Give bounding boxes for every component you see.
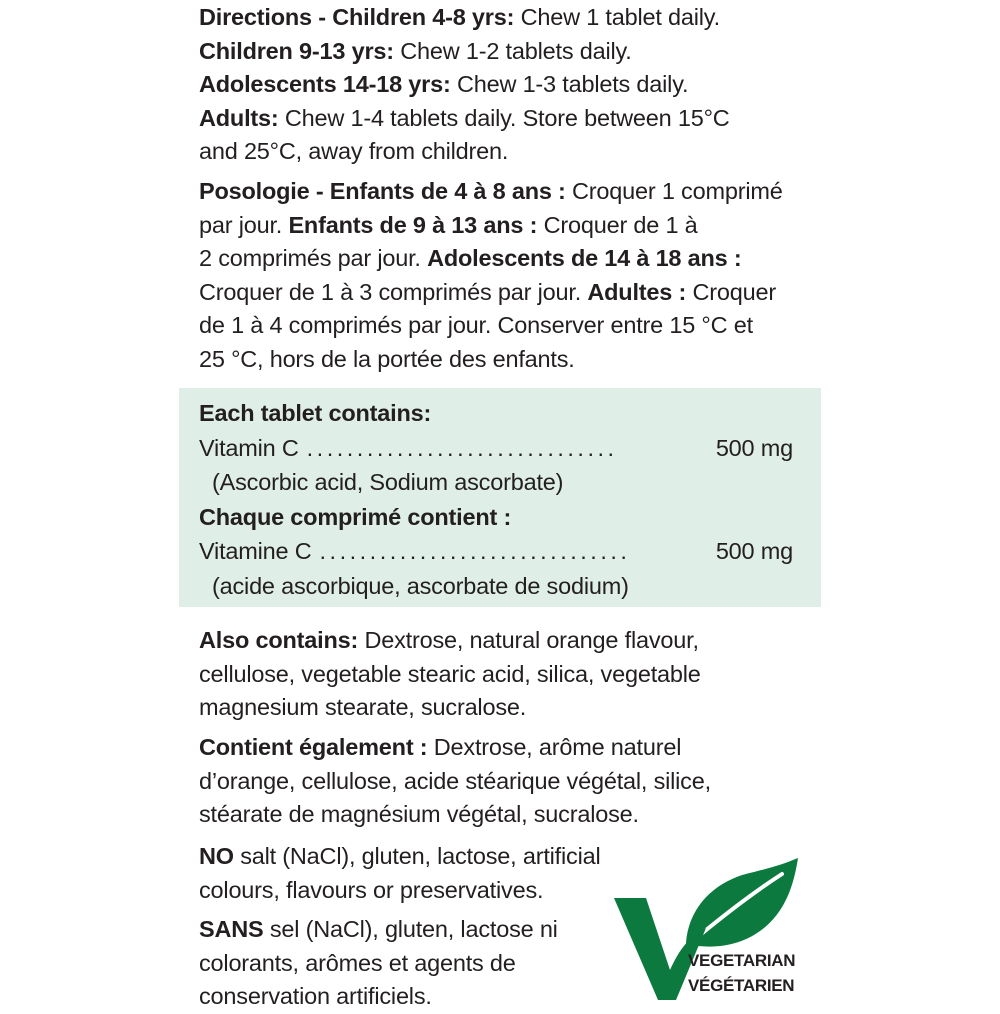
directions-line: and 25°C, away from children. bbox=[199, 138, 509, 164]
posologie-line: 2 comprimés par jour. Adolescents de 14 à 18 ans : bbox=[199, 245, 742, 271]
posologie-line: de 1 à 4 comprimés par jour. Conserver entre 15 °C et bbox=[199, 312, 753, 338]
free-from-line: NO salt (NaCl), gluten, lactose, artificial bbox=[199, 843, 601, 869]
also-line: cellulose, vegetable stearic acid, silica, vegetable bbox=[199, 660, 701, 687]
directions-line: Directions - Children 4-8 yrs: Chew 1 tablet daily. bbox=[199, 4, 720, 30]
ingredient-sub-fr: (acide ascorbique, ascorbate de sodium) bbox=[212, 572, 629, 599]
ingredient-sub-en: (Ascorbic acid, Sodium ascorbate) bbox=[212, 469, 564, 495]
free-from-line: conservation artificiels. bbox=[199, 983, 432, 1009]
posologie-line: par jour. Enfants de 9 à 13 ans : Croquer de 1 à bbox=[199, 211, 698, 238]
free-from-line: colorants, arômes et agents de bbox=[199, 949, 516, 976]
ingredient-row-fr bbox=[199, 534, 793, 569]
free-from-fr-section bbox=[199, 913, 558, 1014]
logo-label-fr: VÉGÉTARIEN bbox=[688, 976, 795, 995]
free-from-line: colours, flavours or preservatives. bbox=[199, 876, 544, 903]
panel-heading-en: Each tablet contains: bbox=[199, 400, 432, 426]
ingredient-row-en bbox=[199, 431, 793, 466]
leader-dots: ............................... bbox=[319, 538, 631, 564]
panel-content bbox=[199, 396, 793, 603]
contient-line: Contient également : Dextrose, arôme naturel bbox=[199, 734, 682, 760]
directions-line: Children 9-13 yrs: Chew 1-2 tablets daily. bbox=[199, 37, 632, 64]
ingredient-amount: 500 mg bbox=[715, 434, 793, 461]
ingredient-amount: 500 mg bbox=[715, 538, 793, 564]
leader-dots: ............................... bbox=[306, 434, 618, 461]
supplement-facts-panel bbox=[179, 388, 821, 607]
directions-line: Adults: Chew 1-4 tablets daily. Store between 15°C bbox=[199, 104, 730, 131]
contient-line: d’orange, cellulose, acide stéarique végétal, silice, bbox=[199, 767, 711, 794]
contient-section bbox=[199, 731, 711, 832]
directions-section bbox=[199, 1, 730, 169]
ingredient-name: Vitamin C bbox=[199, 434, 299, 461]
ingredient-name: Vitamine C bbox=[199, 538, 312, 564]
directions-line: Adolescents 14-18 yrs: Chew 1-3 tablets daily. bbox=[199, 71, 689, 97]
free-from-en-section bbox=[199, 840, 601, 907]
also-line: magnesium stearate, sucralose. bbox=[199, 694, 527, 720]
posologie-line: 25 °C, hors de la portée des enfants. bbox=[199, 345, 575, 372]
free-from-line: SANS sel (NaCl), gluten, lactose ni bbox=[199, 916, 558, 942]
posologie-line: Croquer de 1 à 3 comprimés par jour. Adultes : Croquer bbox=[199, 278, 776, 305]
also-contains-section bbox=[199, 624, 701, 725]
panel-heading-fr: Chaque comprimé contient : bbox=[199, 503, 512, 530]
posologie-section bbox=[199, 175, 783, 376]
posologie-line: Posologie - Enfants de 4 à 8 ans : Croquer 1 comprimé bbox=[199, 178, 783, 204]
contient-line: stéarate de magnésium végétal, sucralose. bbox=[199, 801, 639, 827]
also-line: Also contains: Dextrose, natural orange flavour, bbox=[199, 627, 699, 653]
logo-label-en: VEGETARIAN bbox=[688, 951, 796, 970]
